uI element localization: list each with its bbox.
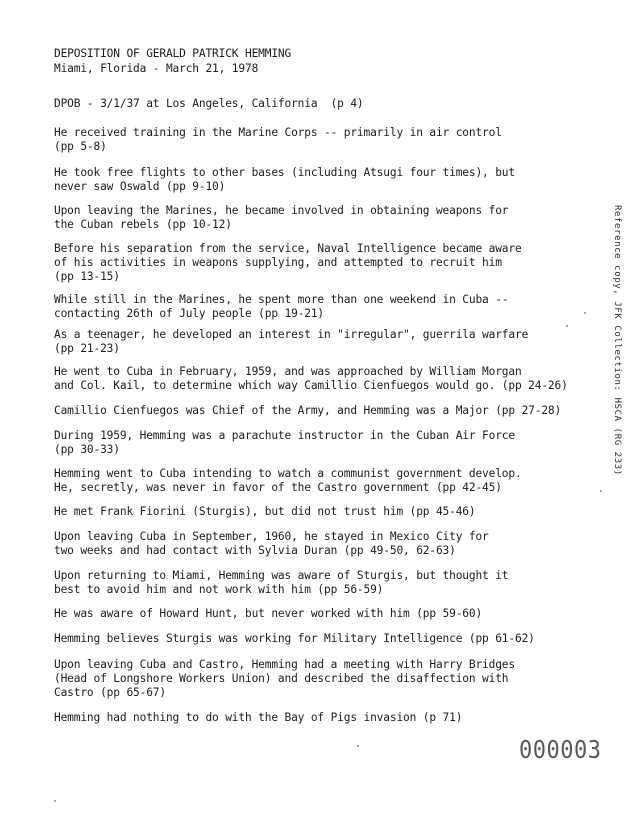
scan-speck xyxy=(54,800,56,802)
paragraph-line: He met Frank Fiorini (Sturgis), but did not trust him (pp 45-46) xyxy=(54,505,476,518)
scan-speck xyxy=(566,325,568,327)
paragraph-line: of his activities in weapons supplying, and attempted to recruit him xyxy=(54,256,502,269)
paragraph-line: the Cuban rebels (pp 10-12) xyxy=(54,218,232,231)
paragraph-line: (pp 30-33) xyxy=(54,443,120,456)
scan-speck xyxy=(357,745,359,747)
paragraph-line: Hemming went to Cuba intending to watch a communist government develop. xyxy=(54,467,522,480)
paragraph-line: (Head of Longshore Workers Union) and described the disaffection with xyxy=(54,672,509,685)
paragraph-line: never saw Oswald (pp 9-10) xyxy=(54,180,226,193)
paragraph-line: He, secretly, was never in favor of the Castro government (pp 42-45) xyxy=(54,481,502,494)
paragraph-line: best to avoid him and not work with him (pp 56-59) xyxy=(54,583,384,596)
paragraph-line: DPOB - 3/1/37 at Los Angeles, California (p 4) xyxy=(54,97,364,110)
paragraph-line: Castro (pp 65-67) xyxy=(54,686,166,699)
paragraph-line: (pp 21-23) xyxy=(54,342,120,355)
paragraph-line: Camillio Cienfuegos was Chief of the Army, and Hemming was a Major (pp 27-28) xyxy=(54,404,562,417)
page-number-stamp: 000003 xyxy=(519,736,602,765)
paragraph-line: contacting 26th of July people (pp 19-21) xyxy=(54,307,325,320)
paragraph-line: Upon leaving the Marines, he became involved in obtaining weapons for xyxy=(54,204,509,217)
archive-reference-stamp: Reference copy, JFK Collection: HSCA (RG 233) xyxy=(612,205,622,476)
paragraph-line: and Col. Kail, to determine which way Camillio Cienfuegos would go. (pp 24-26) xyxy=(54,379,568,392)
deposition-location-date: Miami, Florida - March 21, 1978 xyxy=(54,62,259,75)
paragraph-line: Upon leaving Cuba in September, 1960, he stayed in Mexico City for xyxy=(54,530,489,543)
paragraph-line: He took free flights to other bases (including Atsugi four times), but xyxy=(54,166,515,179)
deposition-title: DEPOSITION OF GERALD PATRICK HEMMING xyxy=(54,47,292,60)
paragraph-line: Hemming had nothing to do with the Bay of Pigs invasion (p 71) xyxy=(54,711,463,724)
paragraph-line: He was aware of Howard Hunt, but never worked with him (pp 59-60) xyxy=(54,607,483,620)
paragraph-line: As a teenager, he developed an interest in "irregular", guerrila warfare xyxy=(54,328,529,341)
scan-speck xyxy=(584,312,586,314)
paragraph-line: (pp 5-8) xyxy=(54,140,107,153)
paragraph-line: (pp 13-15) xyxy=(54,270,120,283)
paragraph-line: While still in the Marines, he spent more than one weekend in Cuba -- xyxy=(54,293,509,306)
paragraph-line: Before his separation from the service, Naval Intelligence became aware xyxy=(54,242,522,255)
paragraph-line: Hemming believes Sturgis was working for Military Intelligence (pp 61-62) xyxy=(54,632,535,645)
paragraph-line: During 1959, Hemming was a parachute instructor in the Cuban Air Force xyxy=(54,429,515,442)
paragraph-line: Upon returning to Miami, Hemming was aware of Sturgis, but thought it xyxy=(54,569,509,582)
paragraph-line: Upon leaving Cuba and Castro, Hemming had a meeting with Harry Bridges xyxy=(54,658,515,671)
paragraph-line: two weeks and had contact with Sylvia Duran (pp 49-50, 62-63) xyxy=(54,544,456,557)
scan-speck xyxy=(600,490,602,492)
paragraph-line: He received training in the Marine Corps -- primarily in air control xyxy=(54,126,502,139)
paragraph-line: He went to Cuba in February, 1959, and was approached by William Morgan xyxy=(54,365,522,378)
